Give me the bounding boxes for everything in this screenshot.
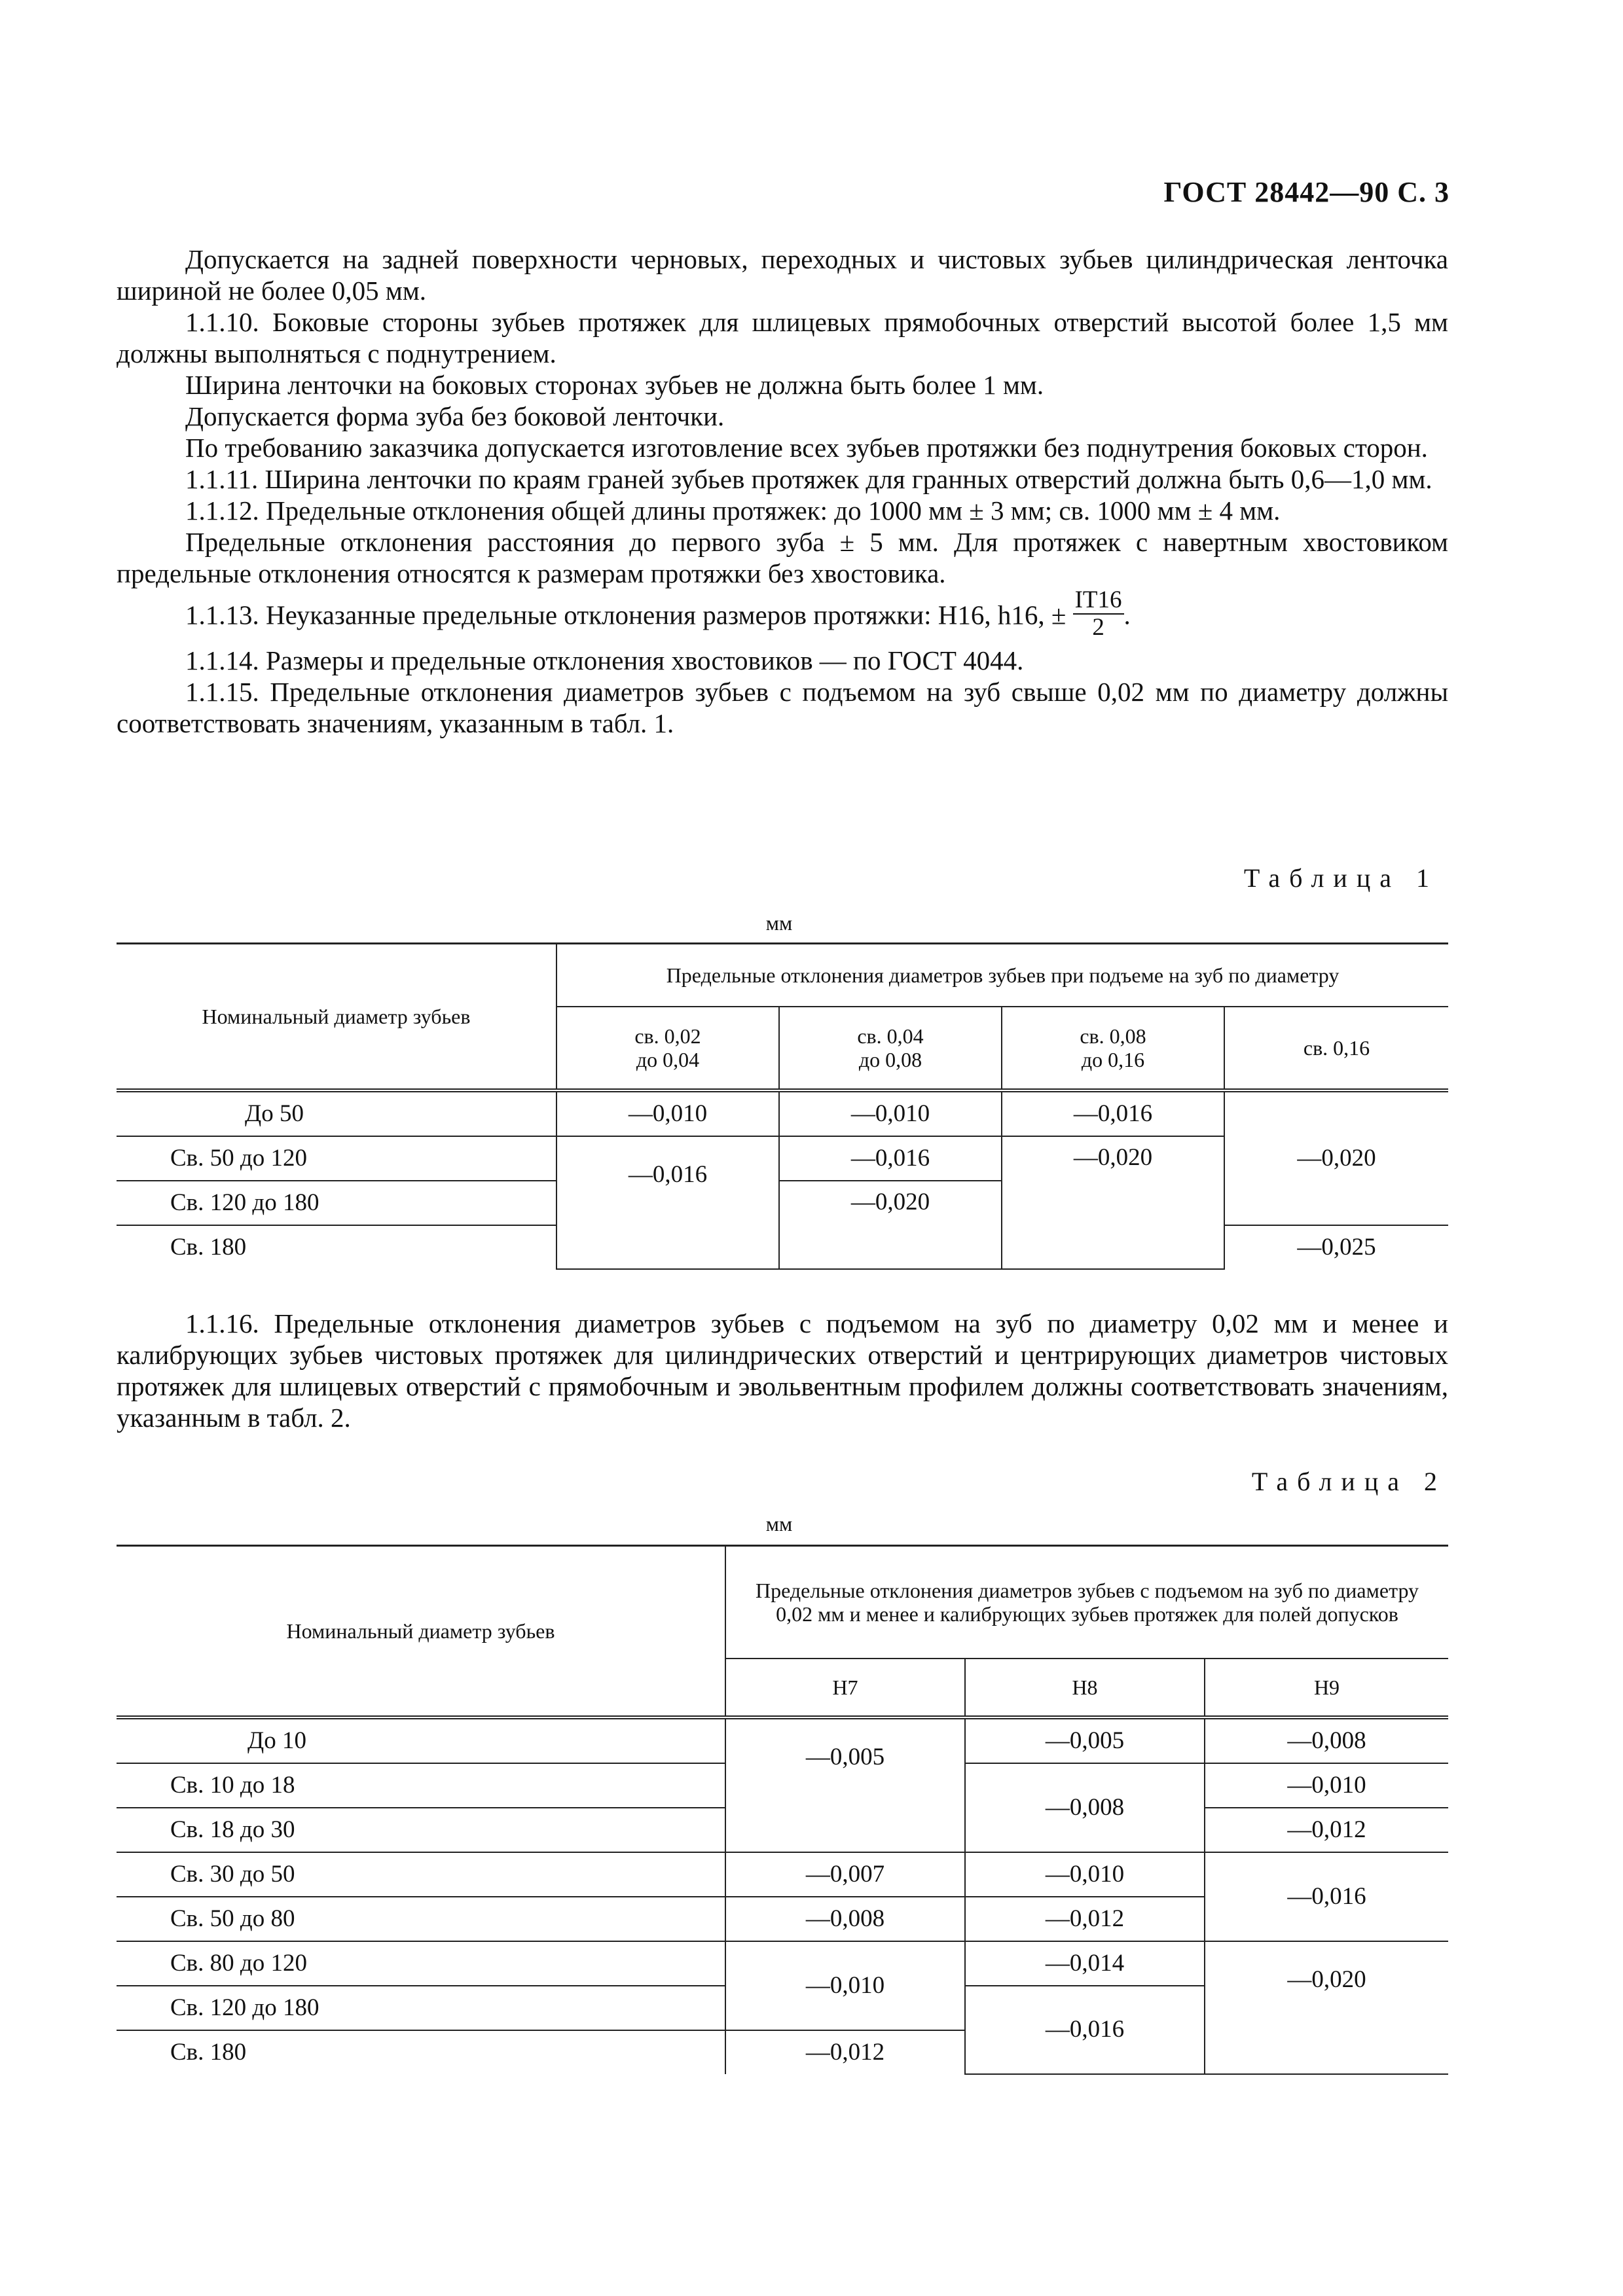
column-header: Номинальный диаметр зубьев — [117, 1546, 725, 1717]
table-cell: —0,008 — [725, 1897, 965, 1941]
table-cell: —0,007 — [725, 1852, 965, 1897]
paragraph: 1.1.16. Предельные отклонения диаметров зубьев с подъемом на зуб по диаметру 0,02 мм и менее и калибрующих зубьев чистовых протяжек для цилиндрических отверстий и центрирующих диаметров чистовых протяжек для шлицевых отверстий с прямобочным и эвольвентным профилем должны соответствовать значениям, указанным в табл. 2. — [117, 1308, 1448, 1433]
row-label: Св. 10 до 18 — [117, 1763, 725, 1808]
fraction-suffix: . — [1123, 600, 1131, 630]
fraction-numerator: IT16 — [1073, 587, 1124, 615]
paragraph: 1.1.12. Предельные отклонения общей длины протяжек: до 1000 мм ± 3 мм; св. 1000 мм ± 4 мм. — [185, 495, 1281, 526]
table-cell: —0,010 — [1205, 1763, 1448, 1808]
paragraph: 1.1.10. Боковые стороны зубьев протяжек для шлицевых прямобочных отверстий высотой более 1,5 мм должны выполняться с поднутрением. — [117, 307, 1448, 368]
table-cell: —0,012 — [725, 2030, 965, 2074]
table-2-unit: мм — [765, 1512, 793, 1535]
paragraph: Ширина ленточки на боковых сторонах зубьев не должна быть более 1 мм. — [185, 370, 1044, 400]
paragraph: По требованию заказчика допускается изготовление всех зубьев протяжки без поднутрения боковых сторон. — [185, 433, 1428, 463]
table-cell: —0,020 — [1002, 1136, 1224, 1269]
row-label: Св. 50 до 80 — [117, 1897, 725, 1941]
paragraph-with-fraction — [117, 586, 1448, 645]
table-cell: —0,025 — [1224, 1225, 1448, 1269]
paragraph: 1.1.15. Предельные отклонения диаметров зубьев с подъемом на зуб свыше 0,02 мм по диаметру должны соответствовать значениям, указанным в табл. 1. — [117, 677, 1448, 738]
body-text — [117, 243, 1448, 739]
subheader: св. 0,02 до 0,04 — [556, 1007, 779, 1090]
row-label: До 10 — [117, 1717, 725, 1763]
paragraph: Предельные отклонения расстояния до первого зуба ± 5 мм. Для протяжек с навертным хвостовиком предельные отклонения относятся к размерам протяжки без хвостовика. — [117, 527, 1448, 588]
table-cell: —0,005 — [965, 1717, 1205, 1763]
table-1 — [117, 942, 1448, 1270]
table-cell: —0,020 — [1224, 1090, 1448, 1225]
row-label: Св. 180 — [117, 2030, 725, 2074]
page-header: ГОСТ 28442—90 С. 3 — [1163, 176, 1450, 208]
table-cell: —0,016 — [1205, 1852, 1448, 1941]
row-label: Св. 50 до 120 — [117, 1136, 556, 1181]
table-cell: —0,005 — [725, 1717, 965, 1852]
subheader: H7 — [725, 1659, 965, 1717]
table-cell: —0,020 — [1205, 1941, 1448, 2074]
paragraph-text: 1.1.13. Неуказанные предельные отклонения размеров протяжки: H16, h16, ± — [185, 600, 1067, 630]
table-cell: —0,016 — [779, 1136, 1002, 1181]
body-text-2 — [117, 1308, 1448, 1433]
table-cell: —0,014 — [965, 1941, 1205, 1986]
table-cell: —0,016 — [556, 1136, 779, 1269]
subheader: св. 0,08 до 0,16 — [1002, 1007, 1224, 1090]
table-cell: —0,008 — [965, 1763, 1205, 1852]
paragraph: Допускается на задней поверхности черновых, переходных и чистовых зубьев цилиндрическая ленточка шириной не более 0,05 мм. — [117, 244, 1448, 306]
table-cell: —0,010 — [556, 1090, 779, 1136]
row-label: Св. 80 до 120 — [117, 1941, 725, 1986]
table-cell: —0,012 — [1205, 1808, 1448, 1852]
table-1-caption: Таблица 1 — [1243, 863, 1438, 893]
row-label: Св. 120 до 180 — [117, 1986, 725, 2030]
paragraph: Допускается форма зуба без боковой ленточки. — [185, 401, 725, 431]
table-2-caption: Таблица 2 — [1251, 1467, 1446, 1496]
table-cell: —0,020 — [779, 1181, 1002, 1269]
fraction-denominator: 2 — [1092, 614, 1104, 641]
row-label: Св. 30 до 50 — [117, 1852, 725, 1897]
row-label: Св. 120 до 180 — [117, 1181, 556, 1225]
table-cell: —0,010 — [965, 1852, 1205, 1897]
table-cell: —0,010 — [779, 1090, 1002, 1136]
table-cell: —0,012 — [965, 1897, 1205, 1941]
table-2 — [117, 1545, 1448, 2075]
subheader: H8 — [965, 1659, 1205, 1717]
subheader: св. 0,16 — [1224, 1007, 1448, 1090]
paragraph: 1.1.11. Ширина ленточки по краям граней зубьев протяжек для гранных отверстий должна быть 0,6—1,0 мм. — [185, 464, 1432, 494]
group-header: Предельные отклонения диаметров зубьев с подъемом на зуб по диаметру 0,02 мм и менее и калибрующих зубьев протяжек для полей допусков — [725, 1546, 1448, 1659]
table-cell: —0,010 — [725, 1941, 965, 2030]
row-label: Св. 180 — [117, 1225, 556, 1269]
table-cell: —0,008 — [1205, 1717, 1448, 1763]
subheader: H9 — [1205, 1659, 1448, 1717]
paragraph: 1.1.14. Размеры и предельные отклонения хвостовиков — по ГОСТ 4044. — [185, 645, 1024, 675]
table-1-unit: мм — [765, 911, 793, 935]
column-header: Номинальный диаметр зубьев — [117, 944, 556, 1090]
table-cell: —0,016 — [1002, 1090, 1224, 1136]
row-label: Св. 18 до 30 — [117, 1808, 725, 1852]
subheader: св. 0,04 до 0,08 — [779, 1007, 1002, 1090]
fraction — [1073, 587, 1124, 641]
table-cell: —0,016 — [965, 1986, 1205, 2074]
row-label: До 50 — [117, 1090, 556, 1136]
group-header: Предельные отклонения диаметров зубьев при подъеме на зуб по диаметру — [556, 944, 1448, 1007]
